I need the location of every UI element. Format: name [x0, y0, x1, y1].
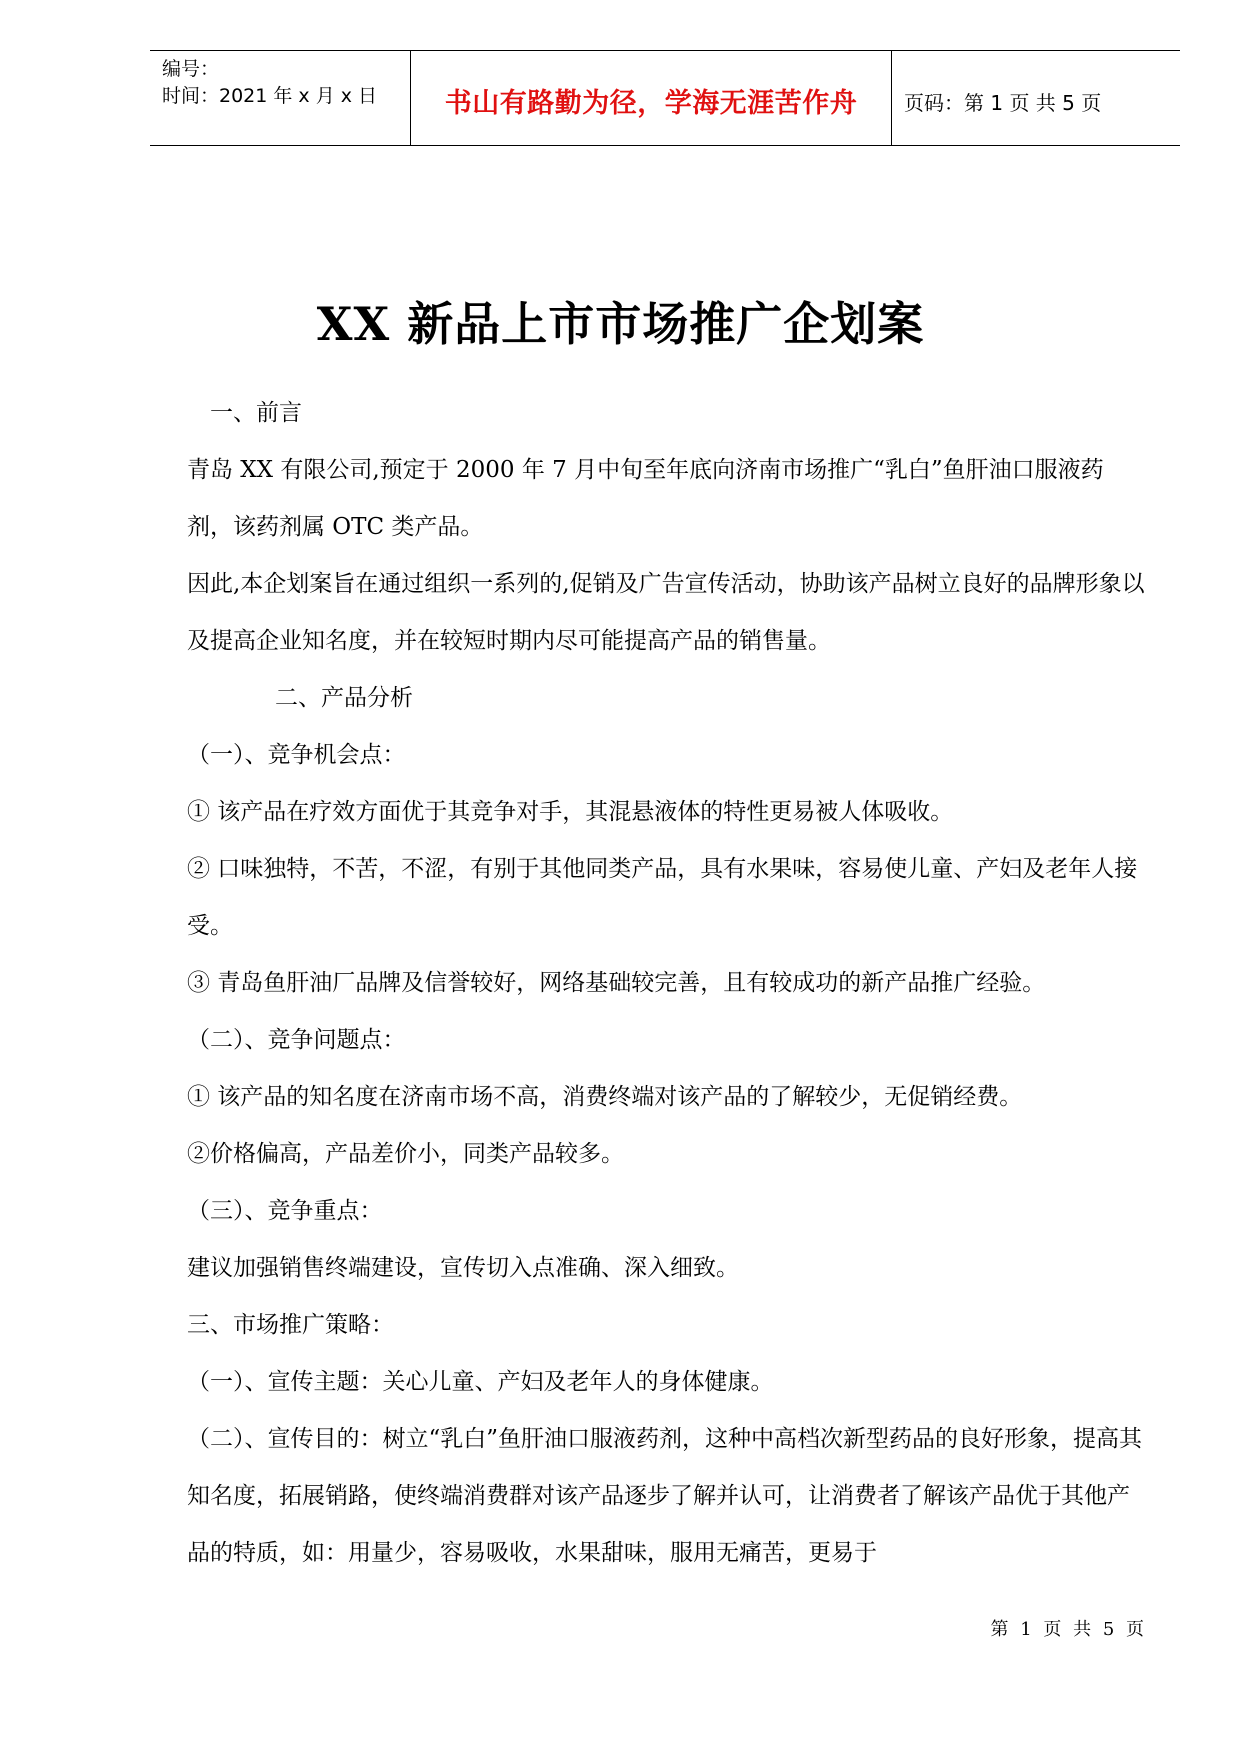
body-paragraph: 二、产品分析 [275, 685, 413, 711]
header-motto: 书山有路勤为径，学海无涯苦作舟 [444, 88, 858, 119]
page-header [150, 50, 1180, 146]
body-paragraph: ② 口味独特，不苦，不涩，有别于其他同类产品，具有水果味，容易使儿童、产妇及老年人接受。 [187, 856, 1138, 939]
body-paragraph: 青岛 XX 有限公司,预定于 2000 年 7 月中旬至年底向济南市场推广“乳白”鱼肝油口服液药剂，该药剂属 OTC 类产品。 [187, 457, 1104, 540]
body-paragraph: （一）、宣传主题：关心儿童、产妇及老年人的身体健康。 [187, 1369, 774, 1395]
body-paragraph: ②价格偏高，产品差价小，同类产品较多。 [187, 1141, 624, 1167]
header-motto-cell [411, 51, 892, 145]
body-paragraph: 因此,本企划案旨在通过组织一系列的,促销及广告宣传活动，协助该产品树立良好的品牌形象以及提高企业知名度，并在较短时期内尽可能提高产品的销售量。 [187, 571, 1145, 654]
body-paragraph: （三）、竞争重点： [187, 1198, 383, 1224]
body-paragraph: 一、前言 [210, 400, 302, 426]
body-paragraph: ① 该产品的知名度在济南市场不高，消费终端对该产品的了解较少，无促销经费。 [187, 1084, 1023, 1110]
document-number-label: 编号： [162, 58, 220, 80]
body-paragraph: （二）、竞争问题点： [187, 1027, 406, 1053]
document-time-label: 时间：2021 年 x 月 x 日 [162, 85, 378, 107]
document-body [187, 385, 1145, 1582]
body-paragraph: 建议加强销售终端建设，宣传切入点准确、深入细致。 [187, 1255, 739, 1281]
body-paragraph: ① 该产品在疗效方面优于其竞争对手，其混悬液体的特性更易被人体吸收。 [187, 799, 954, 825]
header-page-code: 页码：第 1 页 共 5 页 [904, 91, 1102, 115]
body-paragraph: （二）、宣传目的：树立“乳白”鱼肝油口服液药剂，这种中高档次新型药品的良好形象，提高其知名度，拓展销路，使终端消费群对该产品逐步了解并认可，让消费者了解该产品优于其他产品的特质，如：用量少，容易吸收，水果甜味，服用无痛苦，更易于 [187, 1426, 1143, 1566]
body-paragraph: 三、市场推广策略： [187, 1312, 394, 1338]
header-info-cell [150, 51, 411, 145]
document-title: XX 新品上市市场推广企划案 [316, 297, 925, 351]
header-page-cell [892, 51, 1180, 145]
page-footer: 第 1 页 共 5 页 [990, 1619, 1144, 1640]
body-paragraph: （一）、竞争机会点： [187, 742, 406, 768]
body-paragraph: ③ 青岛鱼肝油厂品牌及信誉较好，网络基础较完善，且有较成功的新产品推广经验。 [187, 970, 1046, 996]
